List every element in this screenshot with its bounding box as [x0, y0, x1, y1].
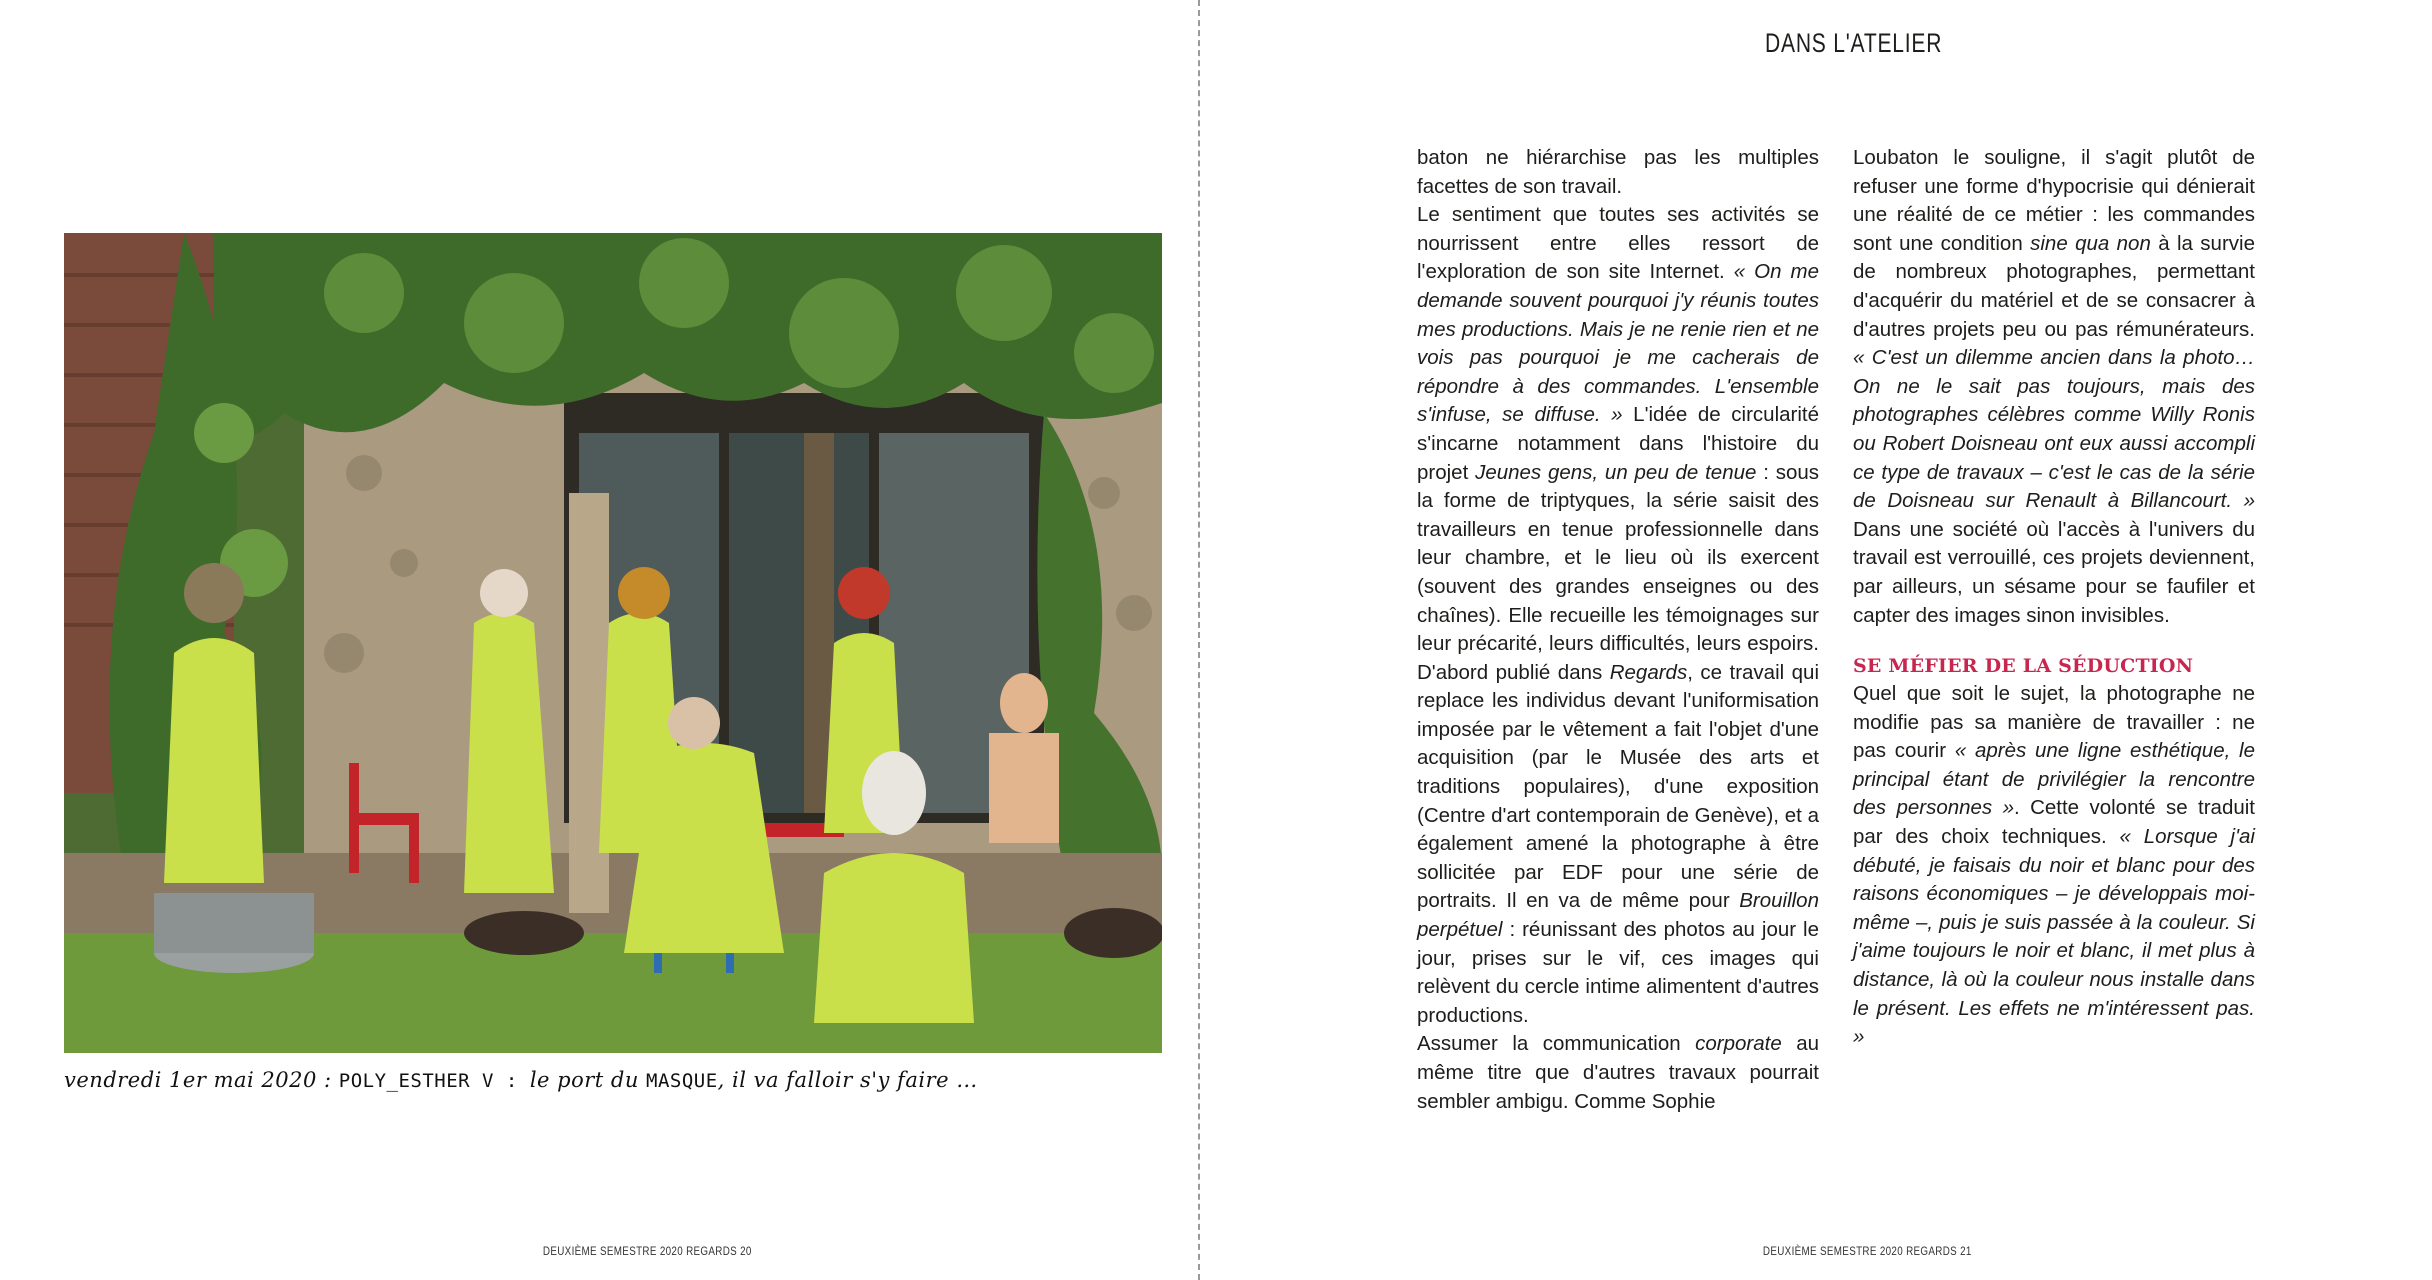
- caption-separator: :: [493, 1070, 530, 1092]
- text-column-2: [1853, 144, 2255, 1052]
- italic-run: corporate: [1695, 1032, 1782, 1056]
- right-page: [1200, 0, 2432, 1280]
- caption-author: POLY_ESTHER V: [338, 1070, 494, 1092]
- section-subhead: SE MÉFIER DE LA SÉDUCTION: [1853, 655, 2194, 678]
- text-run: Quel que soit le sujet, la photographe ne modifie pas sa manière de travailler : ne pas courir: [1853, 682, 2255, 763]
- title-run: Jeunes gens, un peu de tenue: [1475, 460, 1757, 484]
- caption-text-start: le port du: [529, 1068, 647, 1092]
- paragraph: [1417, 201, 1819, 1030]
- photo-caption: [64, 1068, 1162, 1092]
- paragraph: baton ne hiérarchise pas les multiples facettes de son travail.: [1417, 146, 1819, 198]
- text-run: à la survie de nombreux photographes, permettant d'acquérir du matériel et de se consacrer à d'autres projets peu ou pas rémunérateurs.: [1853, 231, 2255, 341]
- garden-portrait-photo-icon: [64, 233, 1162, 1053]
- section-title: DANS L'ATELIER: [1765, 28, 1943, 58]
- folio-right: DEUXIÈME SEMESTRE 2020 REGARDS 21: [1762, 1244, 1972, 1258]
- left-page: [0, 0, 1198, 1280]
- caption-date: vendredi 1er mai 2020 :: [64, 1068, 339, 1092]
- text-run: : sous la forme de triptyques, la série saisit des travailleurs en tenue professionnelle dans leur chambre, et le lieu où ils exercent (souvent des grandes enseignes ou des chaînes). Elle recueille les témoignages sur leur précarité, leurs difficultés, leurs espoirs. D'abord publié dans: [1417, 460, 1819, 684]
- text-run: Loubaton le souligne, il s'agit plutôt de refuser une forme d'hypocrisie qui dénierait une réalité de ce métier : les commandes sont une condition: [1853, 146, 2255, 255]
- text-run: au même titre que d'autres travaux pourrait sembler ambigu. Comme Sophie: [1417, 1032, 1819, 1113]
- text-run: : réunissant des photos au jour le jour, prises sur le vif, ces images qui relèvent du cercle intime alimentent d'autres productions.: [1417, 918, 1819, 1027]
- folio-left: DEUXIÈME SEMESTRE 2020 REGARDS 20: [542, 1244, 752, 1258]
- garden-portrait-photo: [64, 233, 1162, 1053]
- text-column-1: [1417, 144, 1819, 1116]
- caption-text-end: , il va falloir s'y faire …: [717, 1068, 978, 1092]
- title-run: Regards: [1609, 660, 1688, 684]
- quote-run: « C'est un dilemme ancien dans la photo… On ne le sait pas toujours, mais des photographes célèbres comme Willy Ronis ou Robert Doisneau ont eux aussi accompli ce type de travaux – c'est le cas de la série de Doisneau sur Renault à Billancourt. »: [1853, 346, 2255, 513]
- text-run: L'idée de circularité s'incarne notamment dans l'histoire du projet: [1417, 403, 1819, 484]
- caption-masque: MASQUE: [646, 1070, 718, 1092]
- text-run: Assumer la communication: [1417, 1032, 1696, 1056]
- text-run: . Cette volonté se traduit par des choix techniques.: [1853, 796, 2255, 849]
- italic-run: sine qua non: [2030, 231, 2151, 255]
- text-run: , ce travail qui replace les individus devant l'uniformisation imposée par le vêtement a fait l'objet d'une acquisition (par le Musée des arts et traditions populaires), d'une exposition (Centre d'art contemporain de Genève), et a également amené la photographe à être sollicitée par EDF pour une série de portraits. Il en va de même pour: [1417, 660, 1819, 913]
- paragraph: [1853, 680, 2255, 1052]
- quote-run: « après une ligne esthétique, le principal étant de privilégier la rencontre des personnes »: [1853, 739, 2255, 820]
- text-run: Dans une société où l'accès à l'univers du travail est verrouillé, ces projets deviennent, par ailleurs, un sésame pour se faufiler et capter des images sinon invisibles.: [1853, 517, 2255, 627]
- title-run: Brouillon perpétuel: [1417, 889, 1819, 942]
- text-run: Le sentiment que toutes ses activités se nourrissent entre elles ressort de l'exploration de son site Internet.: [1417, 203, 1819, 284]
- paragraph: [1417, 1030, 1819, 1116]
- quote-run: « On me demande souvent pourquoi j'y réunis toutes mes productions. Mais je ne renie rien et ne vois pas pourquoi je me cacherais de répondre à des commandes. L'ensemble s'infuse, se diffuse. »: [1417, 260, 1820, 427]
- paragraph: [1853, 144, 2255, 630]
- quote-run: « Lorsque j'ai débuté, je faisais du noir et blanc pour des raisons économiques – je développais moi-même –, puis je suis passée à la couleur. Si j'aime toujours le noir et blanc, il met plus à distance, là où la couleur nous installe dans le présent. Les effets ne m'intéressent pas. »: [1853, 825, 2255, 1049]
